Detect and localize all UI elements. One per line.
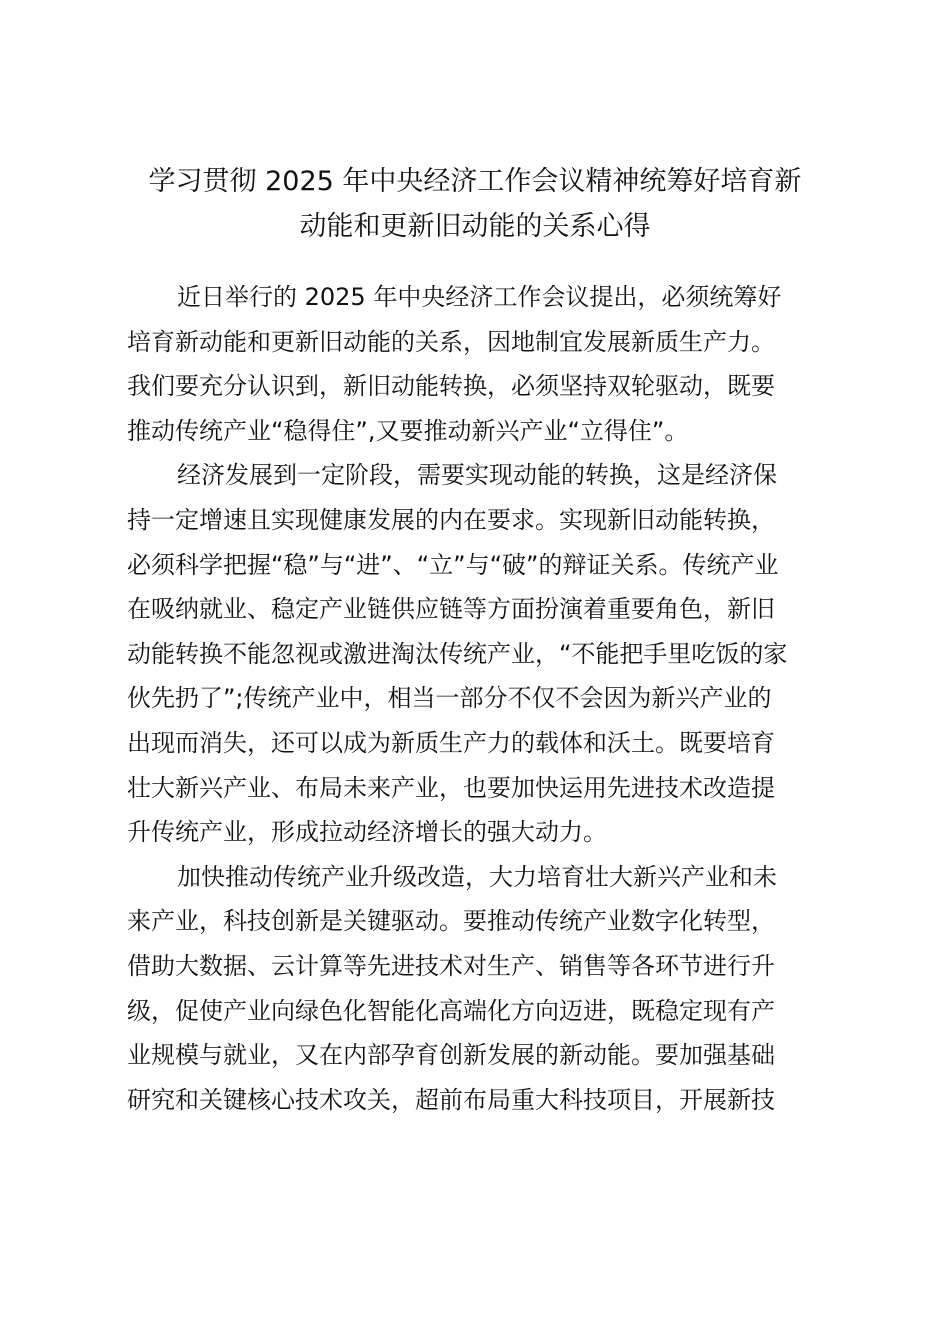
paragraph-line: 近日举行的 2025 年中央经济工作会议提出，必须统筹好: [177, 283, 782, 311]
paragraph: [127, 855, 832, 1123]
paragraph-line: 出现而消失，还可以成为新质生产力的载体和沃土。既要培育: [127, 728, 775, 757]
paragraph-line: 经济发展到一定阶段，需要实现动能的转换，这是经济保: [177, 461, 777, 490]
paragraph-line: 业规模与就业，又在内部孕育创新发展的新动能。要加强基础: [127, 1041, 775, 1070]
paragraph-line: 借助大数据、云计算等先进技术对生产、销售等各环节进行升: [127, 951, 775, 980]
paragraph-line: 壮大新兴产业、布局未来产业，也要加快运用先进技术改造提: [127, 773, 775, 802]
title-line: 动能和更新旧动能的关系心得: [299, 210, 651, 242]
document-title: [120, 155, 830, 244]
paragraph-line: 在吸纳就业、稳定产业链供应链等方面扮演着重要角色，新旧: [127, 595, 775, 624]
paragraph-line: 升传统产业，形成拉动经济增长的强大动力。: [127, 818, 607, 847]
paragraph-line: 研究和关键核心技术攻关，超前布局重大科技项目，开展新技: [127, 1085, 775, 1114]
paragraph-line: 级，促使产业向绿色化智能化高端化方向迈进，既稳定现有产: [127, 996, 775, 1025]
paragraph-line: 来产业，科技创新是关键驱动。要推动传统产业数字化转型，: [127, 907, 775, 936]
paragraph-line: 推动传统产业“稳得住”,又要推动新兴产业“立得住”。: [127, 416, 689, 445]
paragraph-line: 动能转换不能忽视或激进淘汰传统产业，“不能把手里吃饭的家: [127, 639, 788, 668]
paragraph-line: 必须科学把握“稳”与“进”、“立”与“破”的辩证关系。传统产业: [127, 550, 779, 579]
paragraph-line: 加快推动传统产业升级改造，大力培育壮大新兴产业和未: [177, 862, 777, 891]
paragraph-line: 我们要充分认识到，新旧动能转换，必须坚持双轮驱动，既要: [127, 372, 775, 401]
paragraph-line: 持一定增速且实现健康发展的内在要求。实现新旧动能转换，: [127, 505, 775, 534]
paragraph: [127, 453, 832, 854]
title-line: 学习贯彻 2025 年中央经济工作会议精神统筹好培育新: [148, 166, 802, 197]
paragraph-line: 伙先扔了”;传统产业中，相当一部分不仅不会因为新兴产业的: [127, 684, 772, 713]
paragraph: [127, 275, 832, 453]
document-body: [127, 275, 832, 1122]
paragraph-line: 培育新动能和更新旧动能的关系，因地制宜发展新质生产力。: [127, 327, 775, 356]
